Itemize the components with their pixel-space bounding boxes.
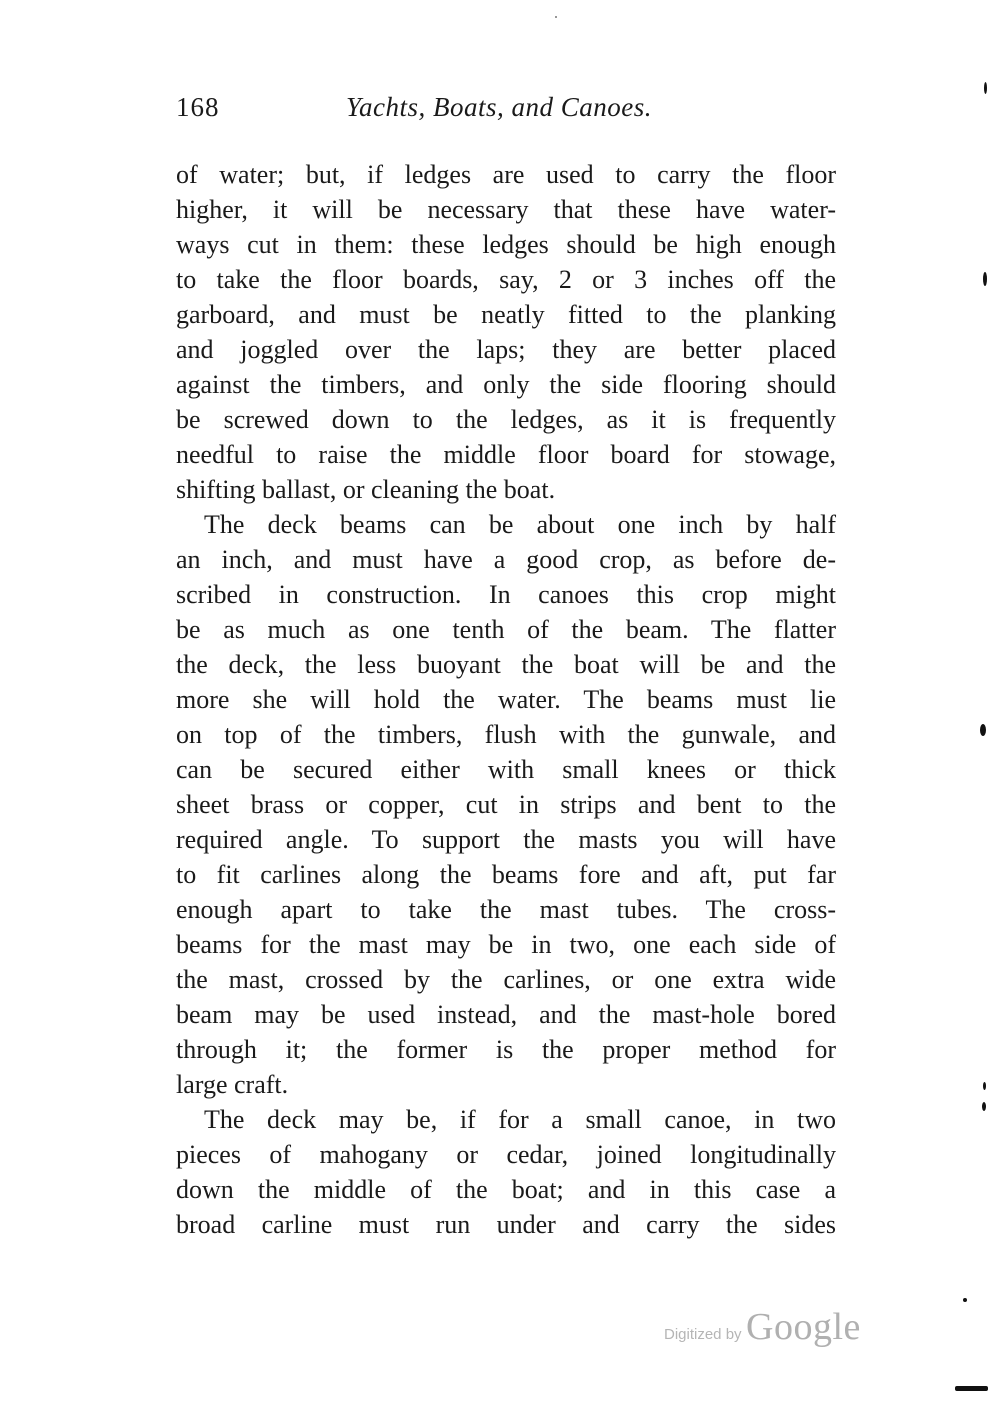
text-line: garboard, and must be neatly fitted to the planking [176,300,836,329]
text-line: enough apart to take the mast tubes. The cross- [176,895,836,924]
text-line: and joggled over the laps; they are better placed [176,335,836,364]
scan-mark [983,272,987,286]
text-line: The deck may be, if for a small canoe, in two [204,1105,836,1134]
scan-mark [982,1102,986,1111]
scan-mark [555,16,557,18]
text-line: the mast, crossed by the carlines, or one extra wide [176,965,836,994]
text-line: scribed in construction. In canoes this crop might [176,580,836,609]
text-line: higher, it will be necessary that these have water- [176,195,836,224]
watermark-prefix: Digitized by [664,1326,742,1343]
text-line: can be secured either with small knees or thick [176,755,836,784]
text-line: be as much as one tenth of the beam. The flatter [176,615,836,644]
body-text [176,157,836,1242]
page-number: 168 [176,92,220,122]
scan-mark [984,82,987,94]
running-head: Yachts, Boats, and Canoes. [346,92,653,122]
text-line: be screwed down to the ledges, as it is frequently [176,405,836,434]
text-line: large craft. [176,1070,289,1099]
text-line: through it; the former is the proper method for [176,1035,836,1064]
text-line: down the middle of the boat; and in this case a [176,1175,836,1204]
text-line: shifting ballast, or cleaning the boat. [176,475,556,504]
text-line: sheet brass or copper, cut in strips and bent to the [176,790,836,819]
watermark-brand: Google [746,1306,861,1348]
digitized-watermark [664,1305,861,1349]
text-line: ways cut in them: these ledges should be high enough [176,230,836,259]
text-line: on top of the timbers, flush with the gunwale, and [176,720,836,749]
scan-mark [963,1298,967,1302]
text-line: the deck, the less buoyant the boat will be and the [176,650,836,679]
text-line: beams for the mast may be in two, one each side of [176,930,836,959]
scan-mark [955,1386,988,1391]
text-line: required angle. To support the masts you will have [176,825,836,854]
text-line: The deck beams can be about one inch by half [204,510,836,539]
text-line: pieces of mahogany or cedar, joined longitudinally [176,1140,836,1169]
text-line: against the timbers, and only the side flooring should [176,370,836,399]
text-line: an inch, and must have a good crop, as before de- [176,545,836,574]
text-line: broad carline must run under and carry the sides [176,1210,836,1239]
scan-mark [983,1082,986,1090]
scan-mark [980,724,986,736]
text-line: of water; but, if ledges are used to carry the floor [176,160,836,189]
text-line: to take the floor boards, say, 2 or 3 inches off the [176,265,836,294]
text-line: more she will hold the water. The beams must lie [176,685,836,714]
text-line: beam may be used instead, and the mast-hole bored [176,1000,836,1029]
text-line: to fit carlines along the beams fore and aft, put far [176,860,836,889]
text-line: needful to raise the middle floor board for stowage, [176,440,836,469]
